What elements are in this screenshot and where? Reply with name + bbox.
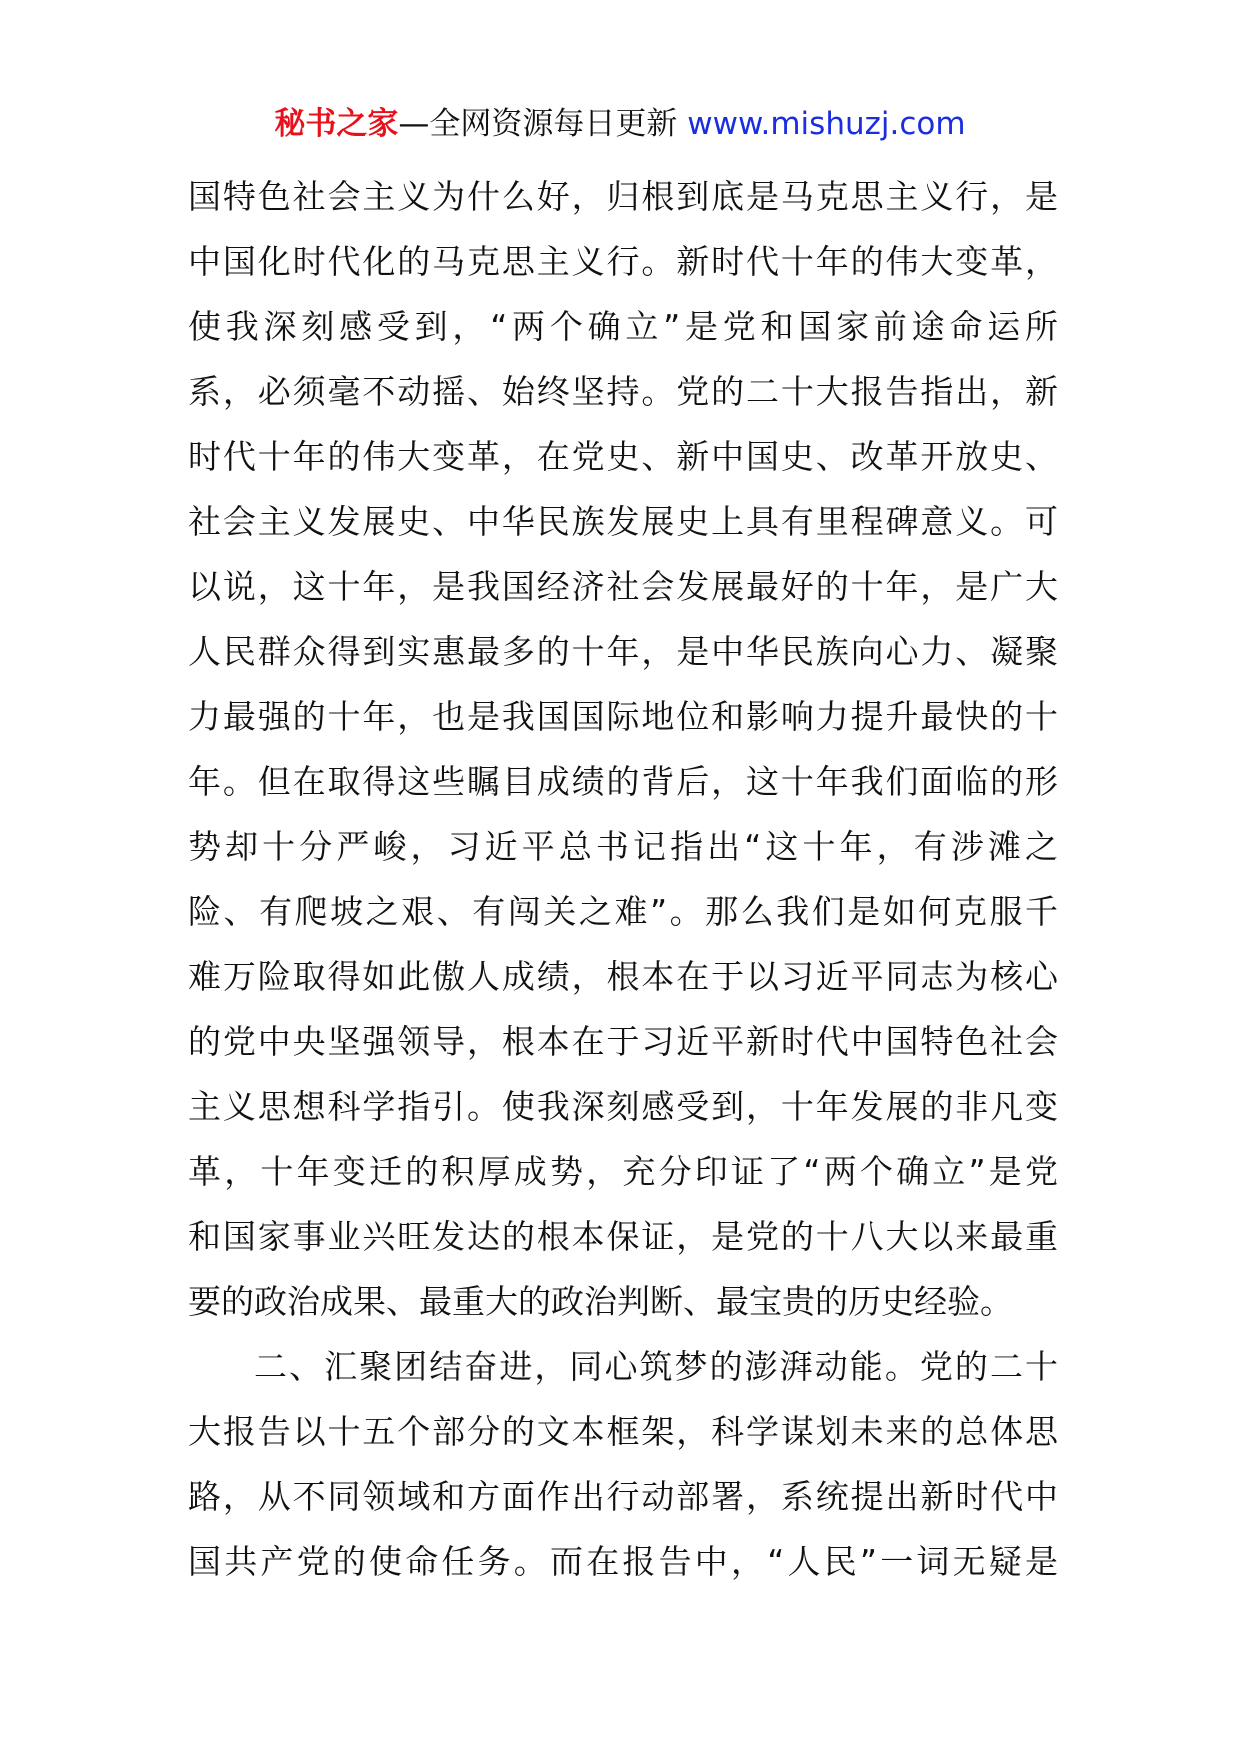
- text-line: 社会主义发展史、中华民族发展史上具有里程碑意义。可: [188, 502, 1058, 541]
- text-line: 使我深刻感受到，“两个确立”是党和国家前途命运所: [188, 307, 1058, 346]
- text-line: 国特色社会主义为什么好，归根到底是马克思主义行，是: [188, 177, 1058, 216]
- text-line: 路，从不同领域和方面作出行动部署，系统提出新时代中: [188, 1477, 1058, 1516]
- text-line: 大报告以十五个部分的文本框架，科学谋划未来的总体思: [188, 1412, 1058, 1451]
- text-line: 险、有爬坡之艰、有闯关之难”。那么我们是如何克服千: [188, 892, 1058, 931]
- text-line: 中国化时代化的马克思主义行。新时代十年的伟大变革，: [188, 242, 1058, 281]
- text-line: 和国家事业兴旺发达的根本保证，是党的十八大以来最重: [188, 1217, 1058, 1256]
- page-header: [0, 100, 1240, 148]
- text-line: 革，十年变迁的积厚成势，充分印证了“两个确立”是党: [188, 1152, 1058, 1191]
- header-brand: 秘书之家: [274, 106, 399, 142]
- section-heading-line: 二、汇聚团结奋进，同心筑梦的澎湃动能。党的二十: [254, 1347, 1058, 1386]
- header-site-link[interactable]: www.mishuzj.com: [687, 106, 966, 142]
- text-line: 主义思想科学指引。使我深刻感受到，十年发展的非凡变: [188, 1087, 1058, 1126]
- header-tagline: —全网资源每日更新: [398, 106, 678, 142]
- text-line: 要的政治成果、最重大的政治判断、最宝贵的历史经验。: [188, 1282, 1013, 1321]
- text-line: 时代十年的伟大变革，在党史、新中国史、改革开放史、: [188, 437, 1058, 476]
- document-body: [188, 164, 1058, 1594]
- text-line: 年。但在取得这些瞩目成绩的背后，这十年我们面临的形: [188, 762, 1058, 801]
- text-line: 力最强的十年，也是我国国际地位和影响力提升最快的十: [188, 697, 1058, 736]
- text-line: 难万险取得如此傲人成绩，根本在于以习近平同志为核心: [188, 957, 1058, 996]
- text-line: 的党中央坚强领导，根本在于习近平新时代中国特色社会: [188, 1022, 1058, 1061]
- text-line: 人民群众得到实惠最多的十年，是中华民族向心力、凝聚: [188, 632, 1058, 671]
- text-line: 国共产党的使命任务。而在报告中，“人民”一词无疑是: [188, 1542, 1058, 1581]
- text-line: 势却十分严峻，习近平总书记指出“这十年，有涉滩之: [188, 827, 1058, 866]
- text-line: 系，必须毫不动摇、始终坚持。党的二十大报告指出，新: [188, 372, 1058, 411]
- text-line: 以说，这十年，是我国经济社会发展最好的十年，是广大: [188, 567, 1058, 606]
